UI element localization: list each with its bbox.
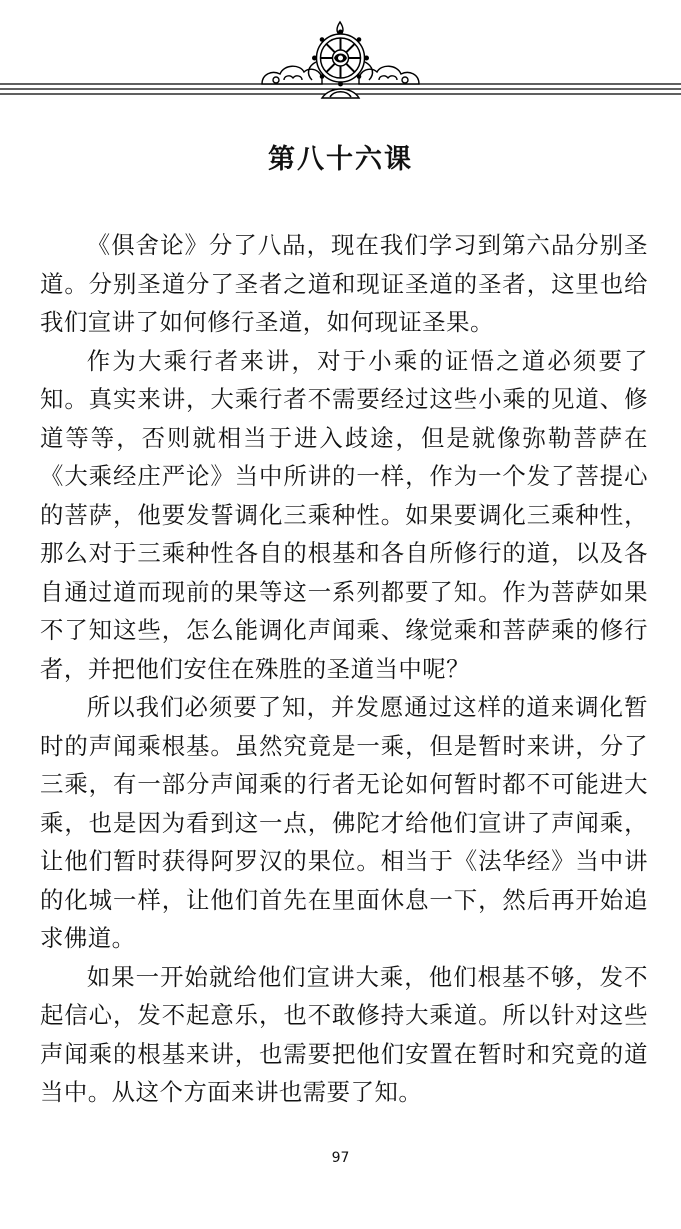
- body-paragraph: 所以我们必须要了知，并发愿通过这样的道来调化暂时的声闻乘根基。虽然究竟是一乘，但是暂时来讲，分了三乘，有一部分声闻乘的行者无论如何暂时都不可能进大乘，也是因为看到这一点，佛陀才给他们宣讲了声闻乘，让他们暂时获得阿罗汉的果位。相当于《法华经》当中讲的化城一样，让他们首先在里面休息一下，然后再开始追求佛道。: [40, 693, 648, 952]
- body-paragraph: 如果一开始就给他们宣讲大乘，他们根基不够，发不起信心，发不起意乐，也不敢修持大乘道。所以针对这些声闻乘的根基来讲，也需要把他们安置在暂时和究竟的道当中。从这个方面来讲也需要了知。: [40, 962, 648, 1106]
- body-paragraph: 《俱舍论》分了八品，现在我们学习到第六品分别圣道。分别圣道分了圣者之道和现证圣道的圣者，这里也给我们宣讲了如何修行圣道，如何现证圣果。: [40, 231, 648, 336]
- dharma-wheel-icon: [309, 22, 373, 98]
- header-ornament-graphic: [0, 0, 681, 105]
- page-number: 97: [331, 1150, 350, 1166]
- cloud-ornament-left-icon: [262, 66, 322, 84]
- body-paragraph: 作为大乘行者来讲，对于小乘的证悟之道必须要了知。真实来讲，大乘行者不需要经过这些小乘的见道、修道等等，否则就相当于进入歧途，但是就像弥勒菩萨在《大乘经庄严论》当中所讲的一样，作为一个发了菩提心的菩萨，他要发誓调化三乘种性。如果要调化三乘种性，那么对于三乘种性各自的根基和各自所修行的道，以及各自通过道而现前的果等这一系列都要了知。作为菩萨如果不了知这些，怎么能调化声闻乘、缘觉乘和菩萨乘的修行者，并把他们安住在殊胜的圣道当中呢？: [40, 346, 648, 683]
- page-header-ornament: [0, 0, 681, 105]
- lesson-title: 第八十六课: [268, 144, 413, 175]
- cloud-ornament-right-icon: [359, 66, 419, 84]
- lesson-body: [40, 226, 648, 1112]
